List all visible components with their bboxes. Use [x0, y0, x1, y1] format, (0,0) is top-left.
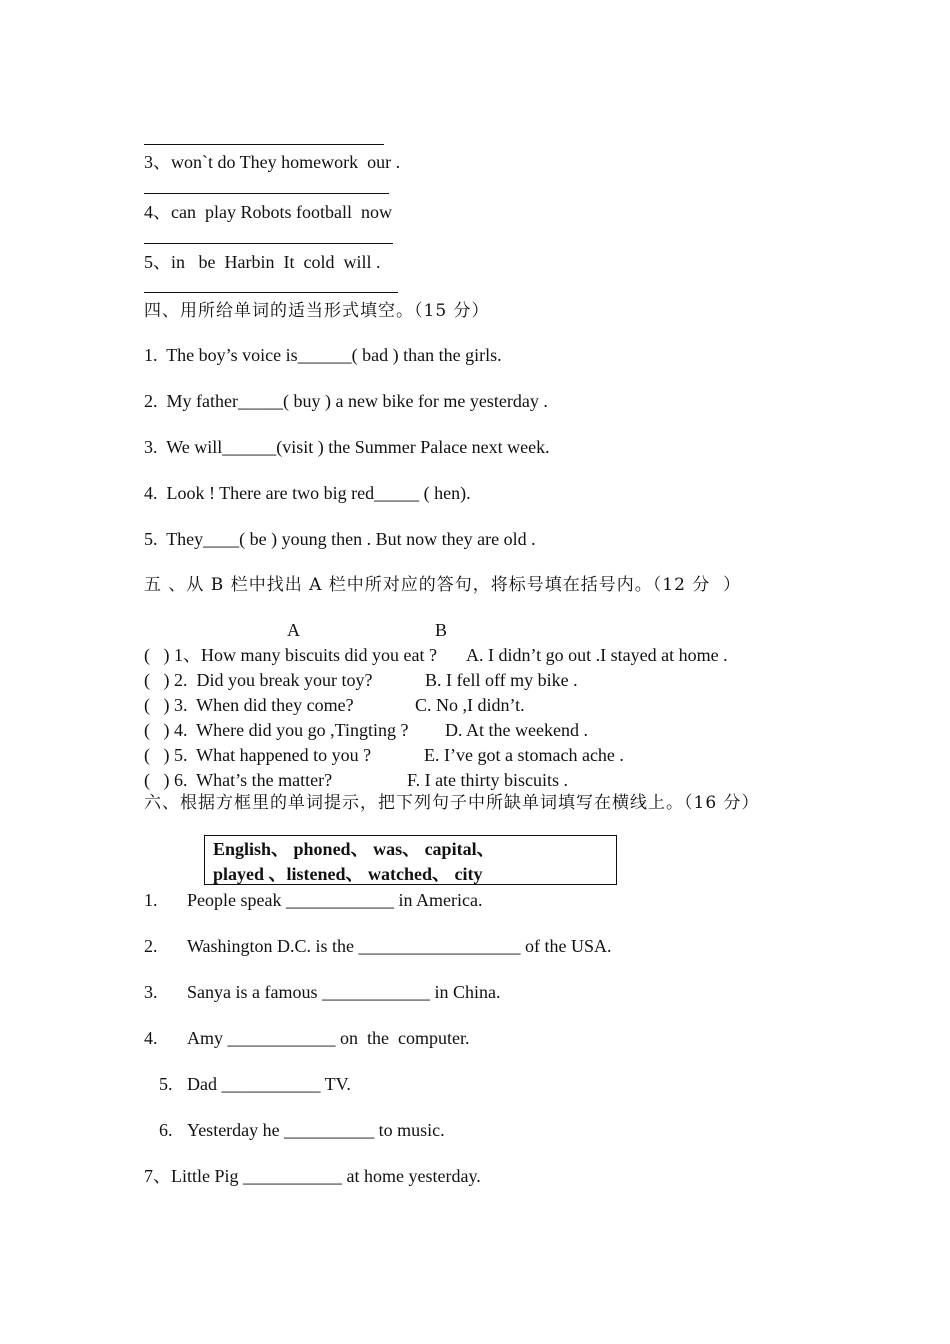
item-number: 4. — [144, 483, 158, 503]
item-text: They — [166, 529, 204, 549]
answer-blank[interactable]: ____ — [203, 529, 240, 549]
answer-blank[interactable]: ______ — [297, 345, 352, 365]
answer-blank[interactable]: _____ — [374, 483, 420, 503]
section4-heading: 四、用所给单词的适当形式填空。（15 分） — [144, 301, 490, 321]
item-number: 5. — [144, 529, 158, 549]
word-box-line-2: played 、listened、 watched、 city — [213, 864, 483, 884]
match-answer-d: D. At the weekend . — [445, 720, 588, 740]
match-question-6: ( ) 6. What’s the matter? — [144, 770, 333, 790]
word-item-7: 7、Little Pig ___________ at home yesterday. — [144, 1166, 481, 1186]
fill-item-3 — [144, 436, 550, 458]
fill-item-4 — [144, 482, 471, 504]
word-item-1-text: People speak ____________ in America. — [187, 890, 483, 910]
word-item-4-text: Amy ____________ on the computer. — [187, 1028, 470, 1048]
answer-line-3[interactable] — [144, 193, 389, 194]
section5-heading: 五 、从 B 栏中找出 A 栏中所对应的答句，将标号填在括号内。（12 分 ） — [144, 575, 742, 595]
word-item-1-num: 1. — [144, 890, 158, 910]
word-item-2-text: Washington D.C. is the __________________ of the USA. — [187, 936, 612, 956]
answer-blank[interactable]: ______ — [222, 437, 277, 457]
item-text: ( hen). — [419, 483, 471, 503]
item-text: ( be ) young then . But now they are old . — [239, 529, 536, 549]
word-box-line-1: English、 phoned、 was、 capital、 — [213, 839, 495, 859]
word-item-4-num: 4. — [144, 1028, 158, 1048]
match-answer-e: E. I’ve got a stomach ache . — [424, 745, 624, 765]
match-question-3: ( ) 3. When did they come? — [144, 695, 354, 715]
section6-heading: 六、根据方框里的单词提示，把下列句子中所缺单词填写在横线上。（16 分） — [144, 793, 760, 813]
scramble-item-4: 4、can play Robots football now — [144, 202, 392, 222]
word-item-5-text: Dad ___________ TV. — [187, 1074, 351, 1094]
match-question-4: ( ) 4. Where did you go ,Tingting ? — [144, 720, 409, 740]
word-item-3-text: Sanya is a famous ____________ in China. — [187, 982, 501, 1002]
match-question-1: ( ) 1、How many biscuits did you eat ? — [144, 645, 437, 665]
answer-line-2[interactable] — [144, 144, 384, 145]
item-number: 2. — [144, 391, 158, 411]
fill-item-1 — [144, 344, 502, 366]
answer-line-4[interactable] — [144, 243, 393, 244]
item-text: My father — [166, 391, 238, 411]
match-question-2: ( ) 2. Did you break your toy? — [144, 670, 373, 690]
item-number: 3. — [144, 437, 158, 457]
word-item-2-num: 2. — [144, 936, 158, 956]
word-item-6-num: 6. — [159, 1120, 173, 1140]
scramble-item-3: 3、won`t do They homework our . — [144, 152, 401, 172]
match-answer-c: C. No ,I didn’t. — [415, 695, 525, 715]
word-item-5-num: 5. — [159, 1074, 173, 1094]
word-box — [204, 835, 617, 885]
answer-line-5[interactable] — [144, 292, 398, 293]
match-answer-f: F. I ate thirty biscuits . — [407, 770, 569, 790]
answer-blank[interactable]: _____ — [237, 391, 283, 411]
item-text: The boy’s voice is — [166, 345, 298, 365]
item-text: We will — [166, 437, 223, 457]
item-text: ( buy ) a new bike for me yesterday . — [282, 391, 548, 411]
match-answer-a: A. I didn’t go out .I stayed at home . — [466, 645, 728, 665]
item-number: 1. — [144, 345, 158, 365]
match-question-5: ( ) 5. What happened to you ? — [144, 745, 372, 765]
scramble-item-5: 5、in be Harbin It cold will . — [144, 252, 381, 272]
column-b-label: B — [435, 620, 448, 640]
column-a-label: A — [287, 620, 300, 640]
word-item-6-text: Yesterday he __________ to music. — [187, 1120, 445, 1140]
match-answer-b: B. I fell off my bike . — [425, 670, 578, 690]
item-text: ( bad ) than the girls. — [351, 345, 502, 365]
item-text: Look ! There are two big red — [166, 483, 375, 503]
fill-item-5 — [144, 528, 536, 550]
fill-item-2 — [144, 390, 548, 412]
word-item-3-num: 3. — [144, 982, 158, 1002]
item-text: (visit ) the Summer Palace next week. — [276, 437, 550, 457]
